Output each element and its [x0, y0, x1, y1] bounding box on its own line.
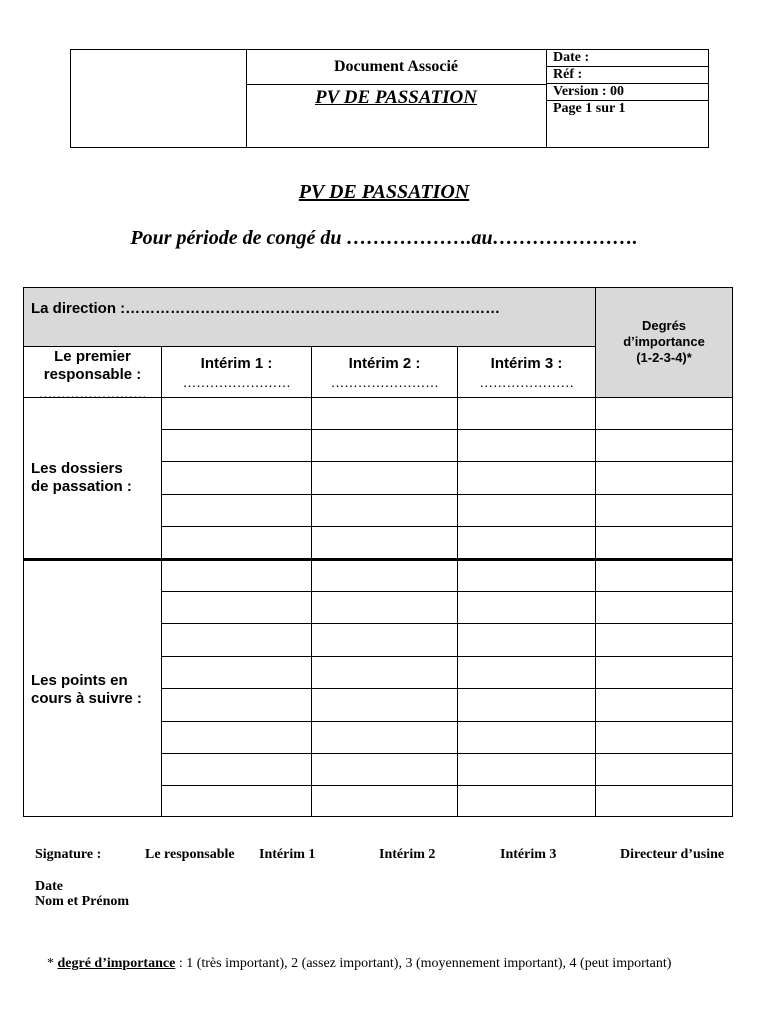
signature-directeur: Directeur d’usine — [620, 847, 725, 862]
column-line — [457, 397, 458, 817]
direction-label: La direction :………………………………………………………………… — [31, 300, 501, 317]
col-header-interim-3 — [457, 346, 596, 398]
row-line — [161, 785, 733, 786]
importance-line-3: (1-2-3-4)* — [636, 350, 692, 365]
name-label: Nom et Prénom — [35, 894, 130, 909]
row-line — [161, 526, 733, 527]
doc-type: Document Associé — [246, 50, 546, 85]
col-header-dots: …………………… — [330, 374, 439, 390]
dossiers-grid — [161, 397, 733, 560]
col-header-dots: …………………… — [182, 374, 291, 390]
doc-title: PV DE PASSATION — [315, 87, 477, 108]
row-line — [161, 721, 733, 722]
row-line — [161, 591, 733, 592]
row-line — [161, 688, 733, 689]
version-label: Version : 00 — [547, 84, 708, 101]
period-line: Pour période de congé du ……………….au…………………. — [130, 227, 638, 249]
signature-interim-1: Intérim 1 — [259, 847, 316, 862]
row-line — [161, 494, 733, 495]
signature-interim-3: Intérim 3 — [500, 847, 557, 862]
row-line — [161, 429, 733, 430]
col-header-label: Le premier responsable : — [43, 348, 142, 383]
row-line — [161, 461, 733, 462]
row-line — [161, 753, 733, 754]
row-line — [161, 656, 733, 657]
col-header-responsable — [23, 346, 162, 401]
header-meta — [547, 50, 708, 117]
footnote-text: : 1 (très important), 2 (assez important), 3 (moyennement important), 4 (peut important) — [178, 956, 672, 971]
date-label: Date — [35, 879, 63, 894]
col-header-dots: ………………… — [479, 374, 574, 390]
footnote-term: degré d’importance — [57, 956, 176, 971]
document-header — [70, 49, 709, 148]
passation-table — [23, 287, 733, 817]
signature-label: Signature : — [35, 847, 102, 862]
logo-area — [71, 50, 247, 147]
col-header-interim-1 — [161, 346, 312, 398]
direction-cell — [23, 287, 596, 347]
col-header-label: Intérim 1 : — [200, 355, 273, 372]
signature-responsable: Le responsable — [145, 847, 235, 862]
section-label: Les points en cours à suivre : — [31, 672, 142, 707]
date-label: Date : — [547, 50, 708, 67]
section-divider — [23, 558, 733, 561]
signature-interim-2: Intérim 2 — [379, 847, 436, 862]
ref-label: Réf : — [547, 67, 708, 84]
importance-header — [595, 287, 733, 398]
column-line — [595, 397, 596, 817]
section-points — [23, 559, 162, 817]
footnote-star: * — [47, 956, 54, 971]
col-header-dots: …………………… — [38, 385, 147, 401]
page-label: Page 1 sur 1 — [553, 101, 626, 116]
section-label: Les dossiers de passation : — [31, 460, 132, 495]
row-line — [161, 623, 733, 624]
importance-line-2: d’importance — [623, 334, 705, 349]
footnote — [47, 956, 671, 972]
col-header-label: Intérim 3 : — [490, 355, 563, 372]
col-header-label: Intérim 2 : — [348, 355, 421, 372]
section-dossiers — [23, 397, 162, 560]
column-line — [311, 397, 312, 817]
importance-line-1: Degrés — [641, 318, 687, 333]
header-title-block — [246, 50, 547, 147]
col-header-interim-2 — [311, 346, 458, 398]
page-title: PV DE PASSATION — [298, 181, 470, 203]
